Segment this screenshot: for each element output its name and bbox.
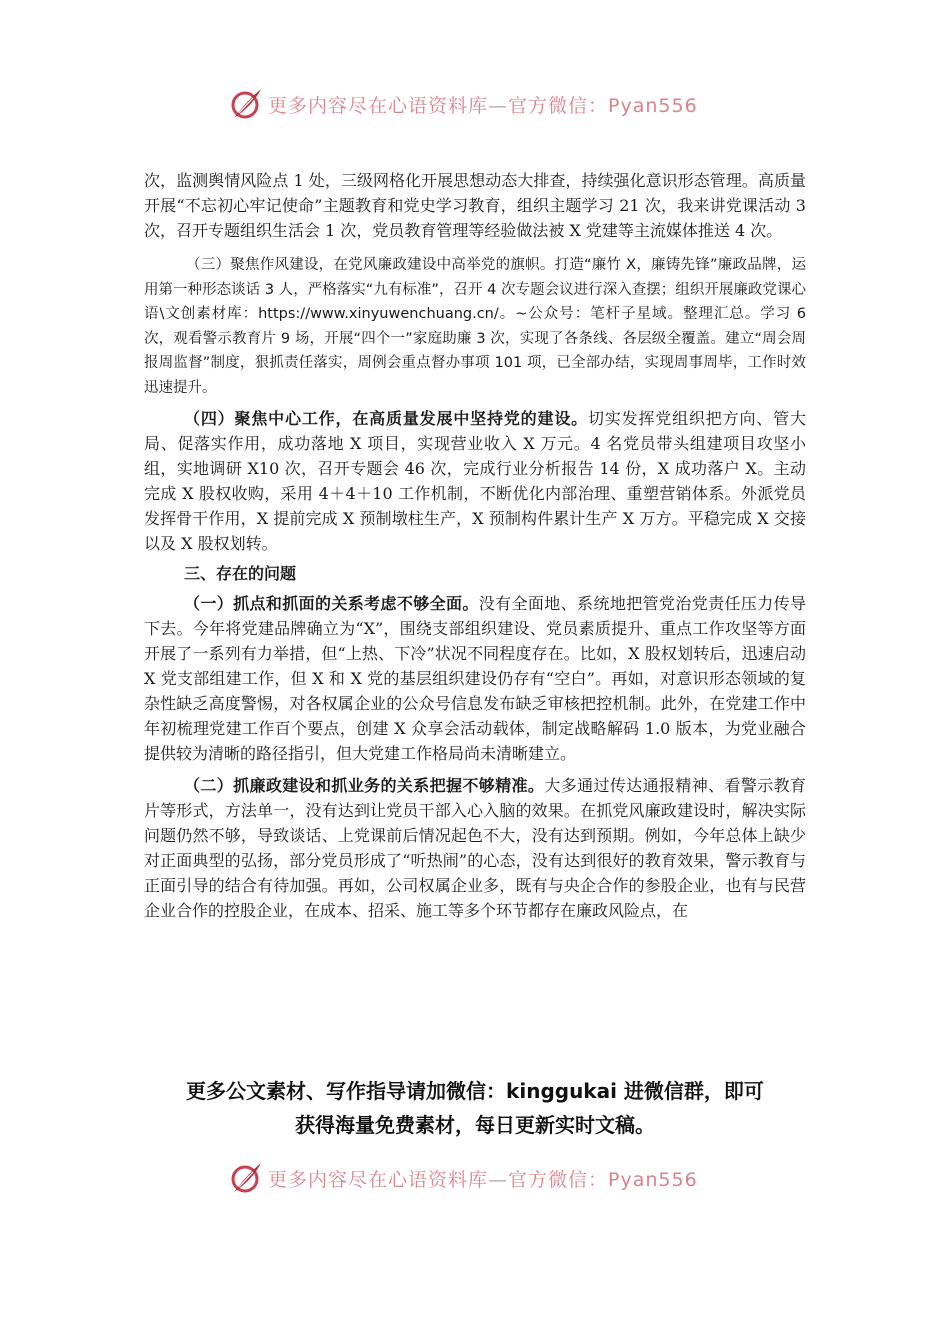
promo-line-2: 获得海量免费素材，每日更新实时文稿。 (295, 1113, 655, 1137)
quill-logo-icon (228, 86, 264, 122)
promo-notice (130, 1074, 820, 1142)
banner-text: 更多内容尽在心语资料库—官方微信：Pyan556 (268, 94, 698, 117)
banner-text: 更多内容尽在心语资料库—官方微信：Pyan556 (268, 1168, 698, 1191)
paragraph-central-work: （四）聚焦中心工作，在高质量发展中坚持党的建设。切实发挥党组织把方向、管大局、促落实作用，成功落地 X 项目，实现营业收入 X 万元。4 名党员带头组建项目攻坚小组，实地调研 X10 次，召开专题会 46 次，完成行业分析报告 14 份，X 成功落户 X。主动完成 X 股权收购，采用 4＋4＋10 工作机制，不断优化内部治理、重塑营销体系。外派党员发挥骨干作用，X 提前完成 X 预制墩柱生产，X 预制构件累计生产 X 万方。平稳完成 X 交接以及 X 股权划转。 (144, 409, 806, 553)
paragraph-problem-1: （一）抓点和抓面的关系考虑不够全面。没有全面地、系统地把管党治党责任压力传导下去。今年将党建品牌确立为“X”，围绕支部组织建设、党员素质提升、重点工作攻坚等方面开展了一系列有力举措，但“上热、下冷”状况不同程度存在。比如，X 股权划转后，迅速启动 X 党支部组建工作，但 X 和 X 党的基层组织建设仍存有“空白”。再如，对意识形态领域的复杂性缺乏高度警惕，对各权属企业的公众号信息发布缺乏审核把控机制。此外，在党建工作中年初梳理党建工作百个要点，创建 X 众享会活动载体，制定战略解码 1.0 版本，为党业融合提供较为清晰的路径指引，但大党建工作格局尚未清晰建立。 (144, 594, 806, 763)
banner-wechat-id: Pyan556 (608, 1168, 698, 1191)
header-banner (0, 84, 950, 124)
footer-banner (0, 1158, 950, 1198)
promo-line-1: 更多公文素材、写作指导请加微信：kinggukai 进微信群，即可 (186, 1079, 764, 1103)
paragraph-continuation: 次，监测舆情风险点 1 处，三级网格化开展思想动态大排查，持续强化意识形态管理。高质量开展“不忘初心牢记使命”主题教育和党史学习教育，组织主题学习 21 次，我来讲党课活动 3 次，召开专题组织生活会 1 次，党员教育管理等经验做法被 X 党建等主流媒体推送 4 次。 (144, 171, 806, 240)
section-heading: 三、存在的问题 (184, 564, 297, 583)
paragraph-central-work-title: （四）聚焦中心工作，在高质量发展中坚持党的建设。 (184, 409, 588, 428)
banner-wechat-id: Pyan556 (608, 94, 698, 117)
document-body (144, 168, 806, 923)
quill-logo-icon (228, 1160, 264, 1196)
paragraph-problem-2-title: （二）抓廉政建设和抓业务的关系把握不够精准。 (184, 776, 545, 795)
paragraph-problem-2: （二）抓廉政建设和抓业务的关系把握不够精准。大多通过传达通报精神、看警示教育片等形式，方法单一，没有达到让党员干部入心入脑的效果。在抓党风廉政建设时，解决实际问题仍然不够，导致谈话、上党课前后情况起色不大，没有达到预期。例如，今年总体上缺少对正面典型的弘扬，部分党员形成了“听热闹”的心态，没有达到很好的教育效果，警示教育与正面引导的结合有待加强。再如，公司权属企业多，既有与央企合作的参股企业，也有与民营企业合作的控股企业，在成本、招采、施工等多个环节都存在廉政风险点，在 (144, 776, 806, 920)
paragraph-problem-1-title: （一）抓点和抓面的关系考虑不够全面。 (184, 594, 479, 613)
paragraph-style-building: （三）聚焦作风建设，在党风廉政建设中高举党的旗帜。打造“廉竹 X，廉铸先锋”廉政品牌，运用第一种形态谈话 3 人，严格落实“九有标准”，召开 4 次专题会议进行深入查摆；组织开展廉政党课心语\文创素材库：https://www.xinyuwenchuang.cn/。~公众号：笔杆子星域。整理汇总。学习 6 次，观看警示教育片 9 场，开展“四个一”家庭助廉 3 次，实现了各条线、各层级全覆盖。建立“周会周报周监督”制度，狠抓责任落实，周例会重点督办事项 101 项，已全部办结，实现周事周毕，工作时效迅速提升。 (144, 257, 806, 396)
